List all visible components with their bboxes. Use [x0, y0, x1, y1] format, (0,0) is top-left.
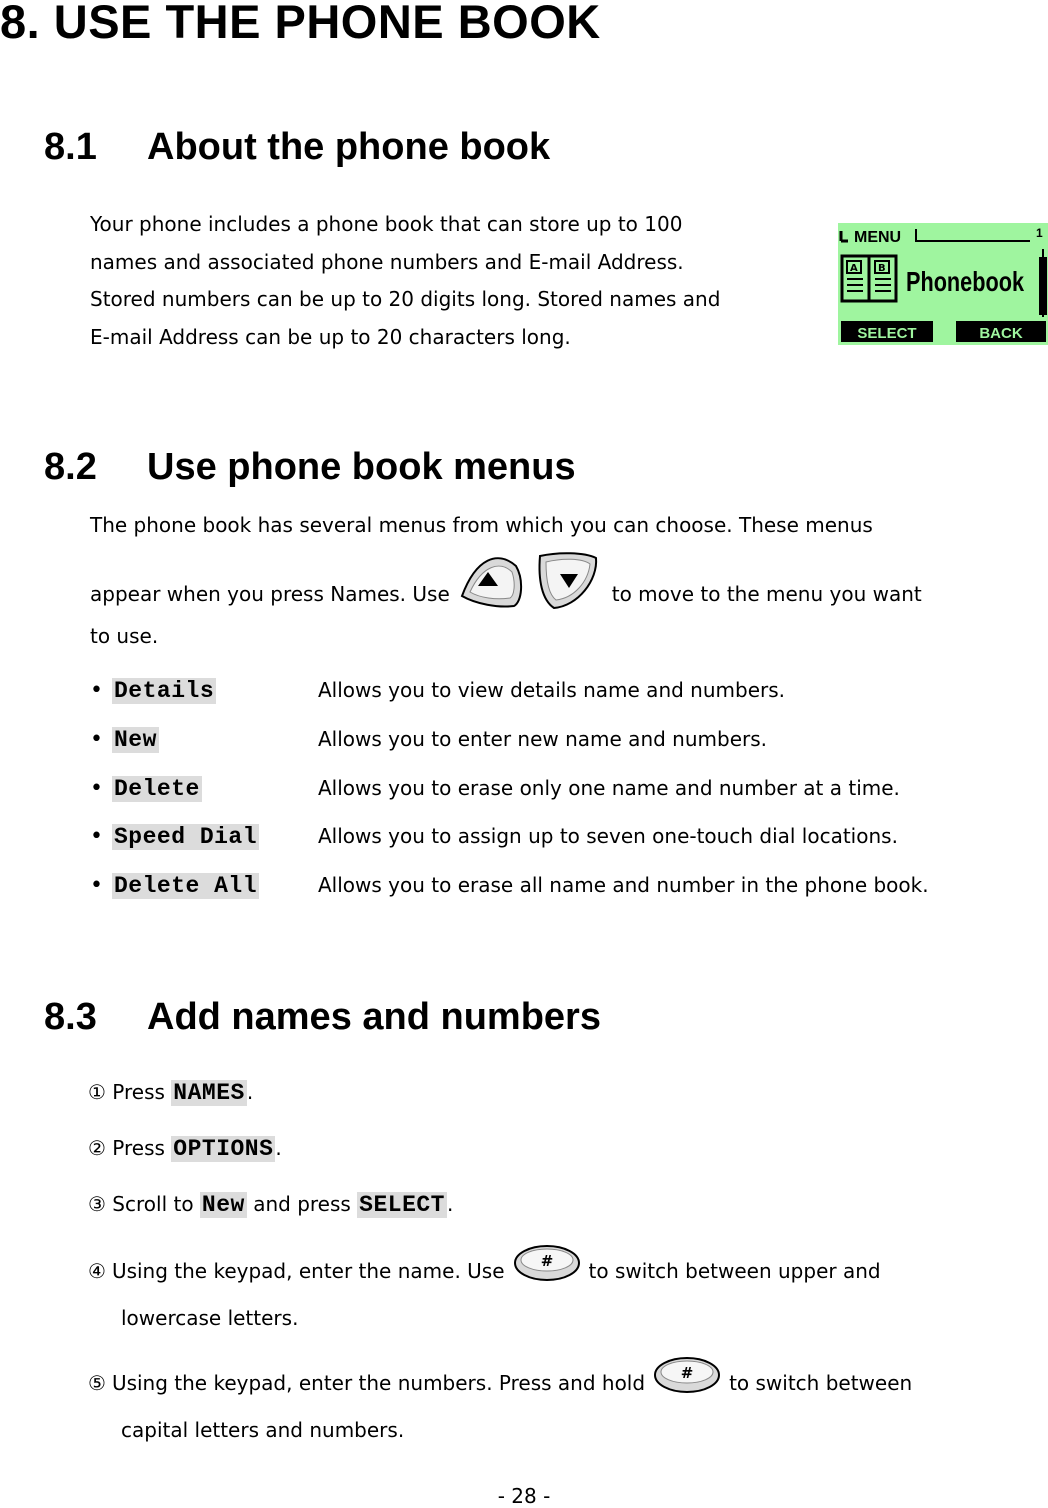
- new-menu-label: New: [201, 1192, 245, 1218]
- about-paragraph: [90, 206, 720, 356]
- step-4: [88, 1240, 881, 1286]
- bullet: •: [90, 678, 103, 703]
- hash-key-label: #: [540, 1252, 553, 1270]
- chapter-title: [0, 0, 601, 49]
- step-number: ③: [88, 1192, 106, 1216]
- step-punct: .: [246, 1080, 254, 1104]
- hash-key-icon: [513, 1243, 581, 1283]
- step-text: and press: [253, 1192, 351, 1216]
- hash-key-icon: [653, 1355, 721, 1395]
- step-3: [88, 1192, 453, 1218]
- section-heading-8-3: [44, 996, 601, 1039]
- screen-item-label: Phonebook: [906, 266, 1025, 297]
- menu-term-details: Details: [114, 678, 215, 704]
- menus-intro-line-2: [90, 548, 922, 612]
- section-number: 8.3: [44, 996, 97, 1038]
- down-arrow-key-icon: [534, 550, 600, 610]
- bullet: •: [90, 873, 103, 898]
- menus-intro-line-1: The phone book has several menus from which you can choose. These menus: [90, 513, 873, 537]
- menu-term-delete: Delete: [114, 776, 200, 802]
- step-1: [88, 1080, 253, 1106]
- step-punct: .: [447, 1192, 454, 1216]
- list-item: [90, 824, 898, 854]
- back-softkey-label: BACK: [979, 325, 1023, 342]
- menu-description: Allows you to view details name and numbers.: [318, 678, 786, 702]
- select-softkey-label: SELECT: [857, 325, 917, 342]
- hash-key-label: #: [680, 1364, 694, 1382]
- screen-indicator: 1: [1036, 226, 1043, 240]
- step-number: ④: [88, 1259, 106, 1283]
- step-text: Scroll to: [112, 1192, 194, 1216]
- section-heading-8-1: [44, 126, 550, 169]
- intro-text-after: to move to the menu you want: [611, 582, 922, 606]
- list-item: [90, 678, 785, 708]
- menu-term-delete-all: Delete All: [114, 873, 258, 899]
- text-line: names and associated phone numbers and E-mail Address.: [90, 249, 684, 274]
- step-5-continuation: capital letters and numbers.: [121, 1418, 405, 1442]
- options-key-label: OPTIONS: [173, 1136, 274, 1162]
- section-heading-8-2: [44, 446, 576, 489]
- step-text: Using the keypad, enter the name. Use: [111, 1259, 505, 1283]
- list-item: [90, 873, 929, 903]
- step-number: ②: [88, 1136, 106, 1160]
- intro-text-before: appear when you press Names. Use: [90, 582, 450, 606]
- bullet: •: [90, 727, 103, 752]
- section-title: Add names and numbers: [147, 996, 601, 1038]
- select-key-label: SELECT: [359, 1192, 445, 1218]
- menu-description: Allows you to erase only one name and number at a time.: [318, 776, 900, 800]
- names-key-label: NAMES: [173, 1080, 245, 1106]
- step-text: to switch between upper and: [588, 1259, 881, 1283]
- list-item: [90, 776, 900, 806]
- step-text: to switch between: [729, 1371, 913, 1395]
- section-title: Use phone book menus: [147, 446, 576, 488]
- menu-description: Allows you to enter new name and numbers.: [318, 727, 768, 751]
- phone-screen-illustration: [838, 223, 1048, 345]
- menu-description: Allows you to erase all name and number in the phone book.: [318, 873, 929, 897]
- up-arrow-key-icon: [458, 550, 524, 610]
- menu-description: Allows you to assign up to seven one-touch dial locations.: [318, 824, 898, 848]
- list-item: [90, 727, 767, 757]
- step-number: ⑤: [88, 1371, 106, 1395]
- step-punct: .: [275, 1136, 282, 1160]
- svg-text:B: B: [878, 263, 886, 274]
- text-line: E-mail Address can be up to 20 characters long.: [90, 324, 571, 349]
- page-number: - 28 -: [497, 1484, 551, 1508]
- step-text: Press: [112, 1080, 165, 1104]
- step-number: ①: [88, 1080, 106, 1104]
- section-number: 8.1: [44, 126, 97, 168]
- menu-term-new: New: [114, 727, 157, 753]
- chapter-title-text: USE THE PHONE BOOK: [53, 0, 601, 48]
- step-text: Using the keypad, enter the numbers. Press and hold: [111, 1371, 646, 1395]
- step-text: Press: [112, 1136, 165, 1160]
- section-title: About the phone book: [147, 126, 551, 168]
- screen-title: MENU: [854, 229, 902, 246]
- chapter-number: 8.: [0, 0, 41, 48]
- menu-term-speed-dial: Speed Dial: [114, 824, 258, 850]
- bullet: •: [90, 824, 103, 849]
- menus-intro-line-3: to use.: [90, 624, 159, 648]
- text-line: Stored numbers can be up to 20 digits long. Stored names and: [90, 287, 721, 311]
- bullet: •: [90, 776, 103, 801]
- step-5: [88, 1352, 912, 1398]
- text-line: Your phone includes a phone book that can store up to 100: [90, 212, 683, 236]
- section-number: 8.2: [44, 446, 97, 488]
- svg-text:A: A: [850, 263, 858, 274]
- step-2: [88, 1136, 282, 1162]
- step-4-continuation: lowercase letters.: [121, 1306, 299, 1330]
